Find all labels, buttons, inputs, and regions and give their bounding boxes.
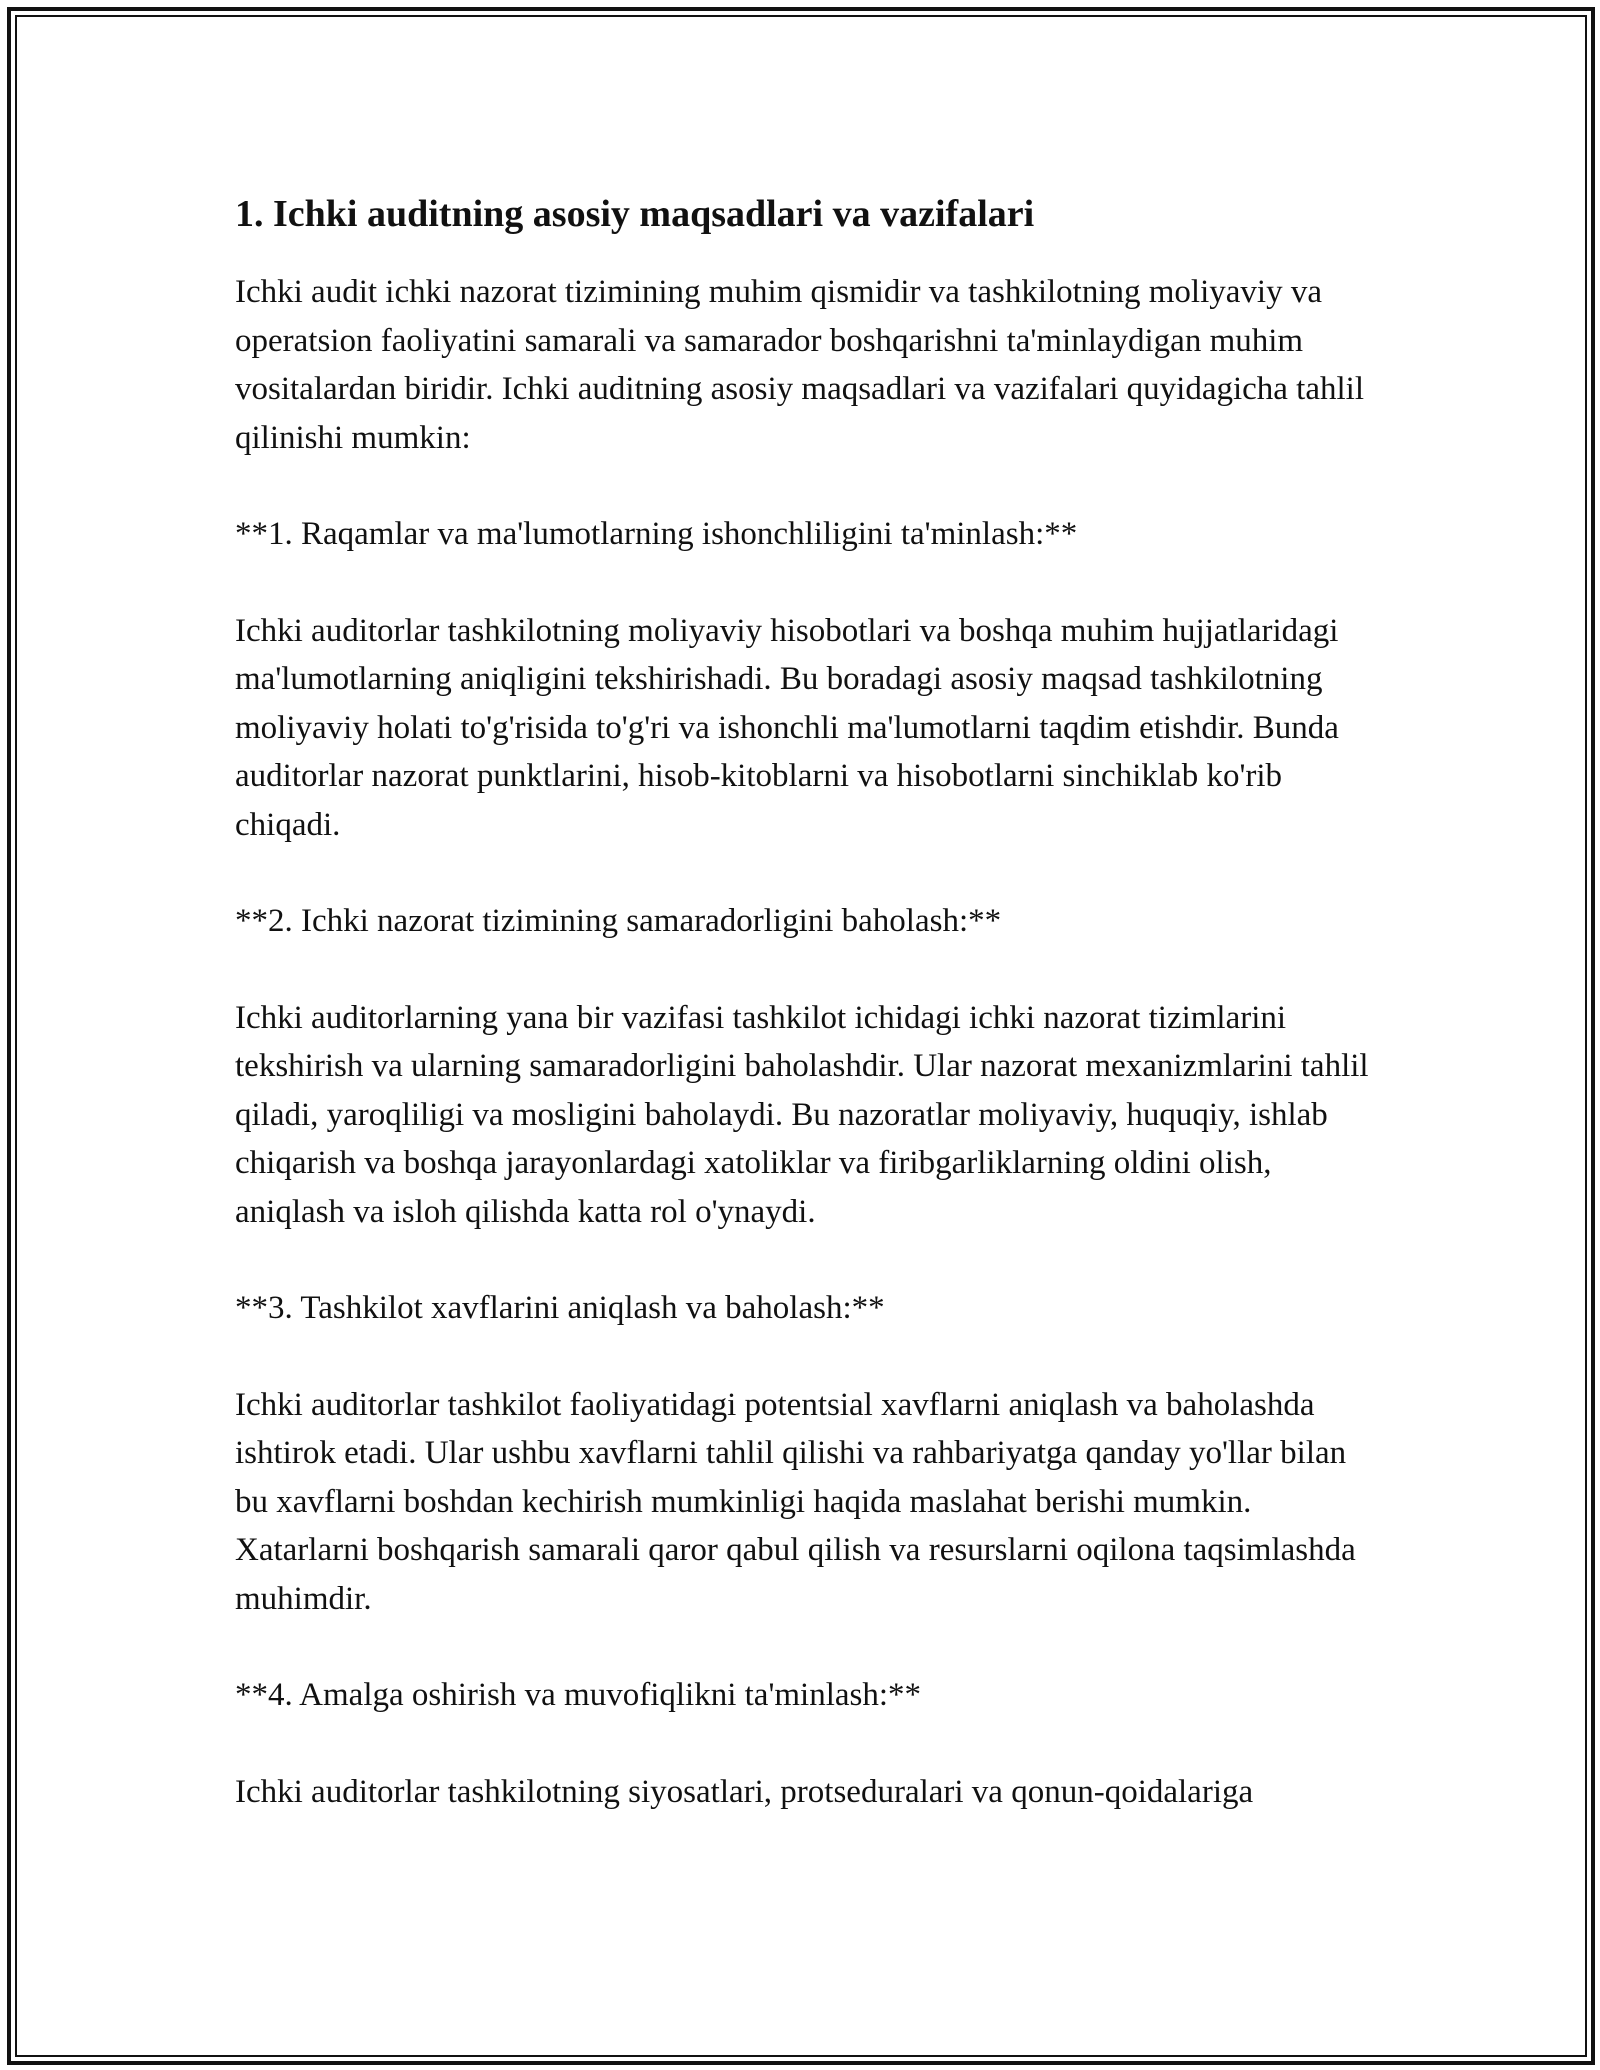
paragraph-3: Ichki auditorlar tashkilot faoliyatidagi potentsial xavflarni aniqlash va baholashda ishtirok etadi. Ular ushbu xavflarni tahlil qilishi va rahbariyatga qanday yo'llar bilan bu xavflarni boshdan kechirish mumkinligi haqida maslahat berishi mumkin. Xatarlarni boshqarish samarali qaror qabul qilish va resurslarni oqilona taqsimlashda muhimdir. [235, 1386, 1356, 1617]
subheading-4: **4. Amalga oshirish va muvofiqlikni ta'minlash:** [235, 1677, 922, 1713]
subheading-2: **2. Ichki nazorat tizimining samaradorligini baholash:** [235, 903, 1002, 939]
paragraph-4: Ichki auditorlar tashkilotning siyosatlari, protseduralari va qonun-qoidalariga [235, 1773, 1254, 1810]
paragraph-2: Ichki auditorlarning yana bir vazifasi tashkilot ichidagi ichki nazorat tizimlarini tekshirish va ularning samaradorligini baholashdir. Ular nazorat mexanizmlarini tahlil qiladi, yaroqliligi va mosligini baholaydi. Bu nazoratlar moliyaviy, huquqiy, ishlab chiqarish va boshqa jarayonlardagi xatoliklar va firibgarliklarning oldini olish, aniqlash va isloh qilishda katta rol o'ynaydi. [235, 999, 1369, 1230]
subheading-1: **1. Raqamlar va ma'lumotlarning ishonchliligini ta'minlash:** [235, 516, 1078, 552]
section-title: 1. Ichki auditning asosiy maqsadlari va vazifalari [235, 193, 1035, 235]
paragraph-1: Ichki auditorlar tashkilotning moliyaviy hisobotlari va boshqa muhim hujjatlaridagi ma'lumotlarning aniqligini tekshirishadi. Bu boradagi asosiy maqsad tashkilotning moliyaviy holati to'g'risida to'g'ri va ishonchli ma'lumotlarni taqdim etishdir. Bunda auditorlar nazorat punktlarini, hisob-kitoblarni va hisobotlarni sinchiklab ko'rib chiqadi. [235, 612, 1339, 843]
document-body [235, 188, 1375, 1816]
subheading-3: **3. Tashkilot xavflarini aniqlash va baholash:** [235, 1290, 885, 1326]
intro-paragraph: Ichki audit ichki nazorat tizimining muhim qismidir va tashkilotning moliyaviy va operatsion faoliyatini samarali va samarador boshqarishni ta'minlaydigan muhim vositalardan biridir. Ichki auditning asosiy maqsadlari va vazifalari quyidagicha tahlil qilinishi mumkin: [235, 274, 1364, 456]
